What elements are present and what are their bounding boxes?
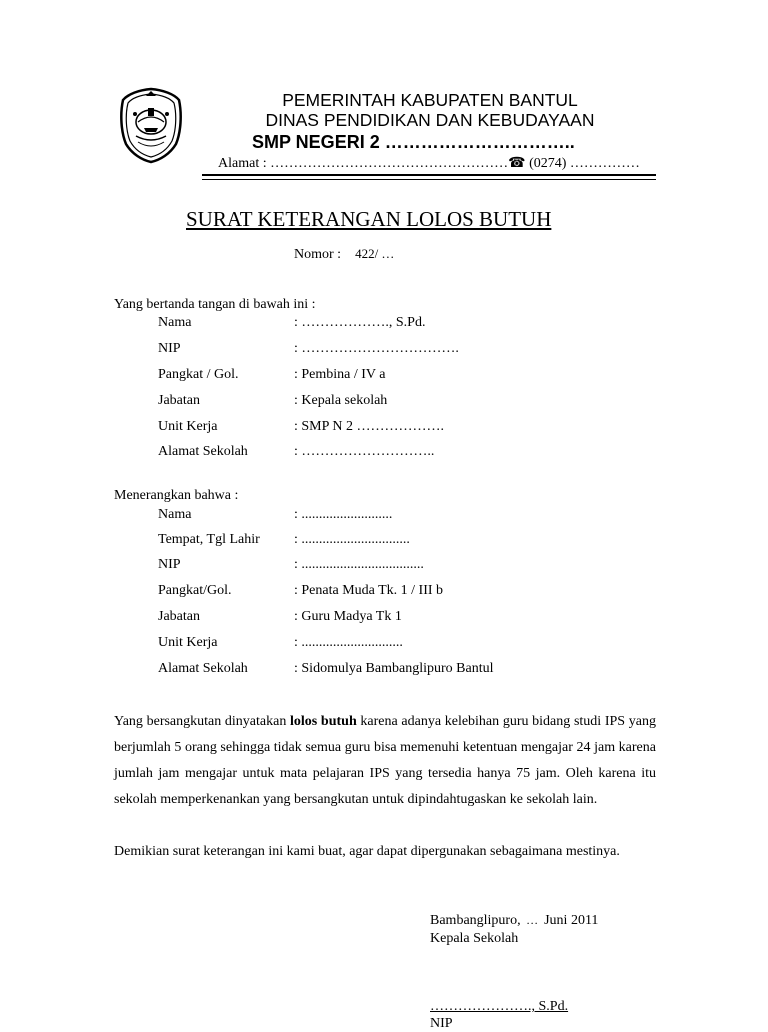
subject-field-row: [0, 557, 768, 577]
signer-field-value: : Pembina / IV a: [294, 367, 386, 382]
subject-field-value: : ..........................: [294, 507, 393, 522]
closing-text: Demikian surat keterangan ini kami buat, agar dapat dipergunakan sebagaimana mestinya.: [114, 844, 620, 859]
subject-field-row: [0, 661, 768, 681]
subject-field-row: [0, 507, 768, 527]
signer-field-label: Jabatan: [158, 393, 200, 408]
signature-place: Bambanglipuro,: [430, 913, 521, 928]
subject-field-value: : Guru Madya Tk 1: [294, 609, 402, 624]
signer-intro: Yang bertanda tangan di bawah ini :: [114, 297, 316, 312]
signer-field-row: [0, 393, 768, 413]
subject-field-label: Tempat, Tgl Lahir: [158, 532, 260, 547]
signer-field-value: : ………………………..: [294, 444, 435, 459]
subject-field-label: Pangkat/Gol.: [158, 583, 232, 598]
subject-field-row: [0, 609, 768, 629]
document-number: [294, 246, 394, 263]
statement-text-end: karena adanya kelebihan guru bidang studi IPS yang berjumlah 5 orang sehingga tidak semua guru bisa memenuhi ketentuan mengajar 24 jam karena jumlah jam mengajar untuk mata pelajaran IPS yang tersedia hanya 75 jam. Oleh karena itu sekolah memperkenankan yang bersangkutan untuk dipindahtugaskan ke sekolah lain.: [114, 714, 656, 807]
closing-paragraph: [114, 839, 656, 865]
signer-field-value: : …………………………….: [294, 341, 459, 356]
statement-paragraph: [114, 709, 656, 813]
subject-field-row: [0, 635, 768, 655]
signer-field-value: : Kepala sekolah: [294, 393, 388, 408]
letterhead-divider-thin: [202, 179, 656, 180]
signer-field-label: NIP: [158, 341, 181, 356]
subject-field-label: Alamat Sekolah: [158, 661, 248, 676]
subject-field-value: : Penata Muda Tk. 1 / III b: [294, 583, 444, 598]
signature-place-date: [430, 913, 598, 929]
header-address: [218, 155, 640, 172]
letterhead-divider: [202, 174, 656, 176]
subject-field-value: : Sidomulya Bambanglipuro Bantul: [294, 661, 494, 676]
subject-field-label: Nama: [158, 507, 192, 522]
signature-month-year: Juni 2011: [544, 913, 599, 928]
signer-field-label: Nama: [158, 315, 192, 330]
header-school-name: SMP NEGERI 2 …………………………..: [252, 132, 575, 152]
subject-field-label: Jabatan: [158, 609, 200, 624]
regional-seal-icon: [118, 86, 184, 164]
signature-name: …………………., S.Pd.: [430, 999, 569, 1014]
signer-field-row: [0, 419, 768, 439]
document-title: SURAT KETERANGAN LOLOS BUTUH: [186, 207, 552, 231]
signer-field-row: [0, 444, 768, 464]
nomor-label: Nomor :: [294, 247, 342, 262]
subject-field-label: NIP: [158, 557, 181, 572]
address-label: Alamat : ……………………………………………: [218, 156, 509, 171]
nomor-value: 422/ …: [355, 246, 395, 261]
signature-nip: NIP: [430, 1016, 453, 1031]
statement-emphasis: lolos butuh: [290, 714, 357, 729]
subject-field-label: Unit Kerja: [158, 635, 218, 650]
subject-field-value: : .............................: [294, 635, 403, 650]
subject-field-value: : ...............................: [294, 532, 410, 547]
signer-field-value: : ………………., S.Pd.: [294, 315, 426, 330]
signature-date-blank: …: [526, 913, 539, 927]
subject-intro: Menerangkan bahwa :: [114, 488, 239, 503]
header-department: DINAS PENDIDIKAN DAN KEBUDAYAAN: [265, 110, 595, 130]
signer-field-label: Unit Kerja: [158, 419, 218, 434]
signer-field-value: : SMP N 2 ……………….: [294, 419, 445, 434]
signer-field-label: Pangkat / Gol.: [158, 367, 239, 382]
subject-field-value: : ...................................: [294, 557, 424, 572]
subject-field-row: [0, 583, 768, 603]
header-government: PEMERINTAH KABUPATEN BANTUL: [282, 90, 578, 110]
signer-field-row: [0, 315, 768, 335]
signature-position: Kepala Sekolah: [430, 931, 519, 946]
signer-field-row: [0, 367, 768, 387]
signer-field-row: [0, 341, 768, 361]
phone-number: (0274) ……………: [525, 156, 640, 171]
statement-text-start: Yang bersangkutan dinyatakan: [114, 714, 291, 729]
phone-icon: ☎: [508, 156, 526, 171]
signer-field-label: Alamat Sekolah: [158, 444, 248, 459]
subject-field-row: [0, 532, 768, 552]
